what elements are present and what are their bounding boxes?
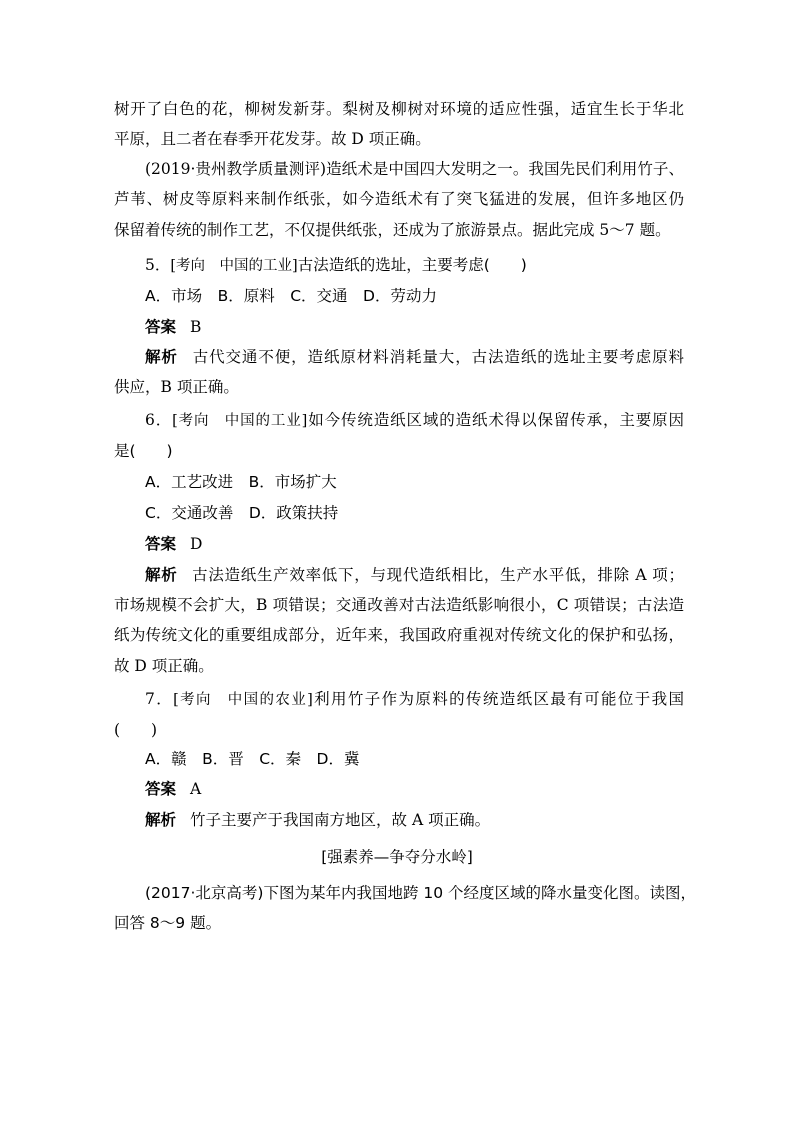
- question-6-analysis: 纸为传统文化的重要组成部分，近年来，我国政府重视对传统文化的保护和弘扬，: [114, 626, 684, 644]
- answer-label: 答案: [145, 318, 177, 336]
- question-6-analysis: [145, 564, 684, 586]
- analysis-label: 解析: [145, 348, 178, 366]
- material-intro: (2019·贵州教学质量测评)造纸术是中国四大发明之一。我国先民们利用竹子、: [145, 160, 684, 178]
- question-6-analysis: 故 D 项正确。: [114, 657, 214, 675]
- question-7-analysis: [145, 809, 715, 831]
- question-text: 古法造纸的选址，主要考虑( ): [297, 256, 527, 274]
- question-text: 利用竹子作为原料的传统造纸区最有可能位于我国: [312, 690, 684, 708]
- question-6-options: C．交通改善 D．政策扶持: [145, 504, 339, 522]
- question-number: 5．: [145, 256, 171, 274]
- answer-label: 答案: [145, 535, 177, 553]
- section-title: [强素养—争夺分水岭]: [321, 848, 473, 866]
- answer-label: 答案: [145, 780, 177, 798]
- question-5-analysis: 供应，B 项正确。: [114, 378, 239, 396]
- next-material-intro: (2017·北京高考)下图为某年内我国地跨 10 个经度区域的降水量变化图。读图，: [145, 884, 697, 902]
- analysis-text: 古法造纸生产效率低下，与现代造纸相比，生产水平低，排除 A 项；: [191, 566, 684, 584]
- question-7-stem: [145, 688, 684, 711]
- material-intro: 保留着传统的制作工艺，不仅提供纸张，还成为了旅游景点。据此完成 5～7 题。: [114, 221, 671, 239]
- question-tag: [考向 中国的工业]: [170, 258, 298, 274]
- next-material-intro: 回答 8～9 题。: [114, 914, 222, 932]
- analysis-text: 古代交通不便，造纸原材料消耗量大，古法造纸的选址主要考虑原料: [191, 348, 684, 366]
- question-7-stem: ( ): [114, 721, 158, 739]
- question-number: 6．: [145, 411, 173, 429]
- material-intro: 芦苇、树皮等原料来制作纸张，如今造纸术有了突飞猛进的发展，但许多地区仍: [114, 190, 684, 208]
- question-tag: [考向 中国的工业]: [172, 413, 308, 429]
- question-6-answer: [145, 533, 715, 555]
- question-6-stem: 是( ): [114, 442, 173, 460]
- analysis-label: 解析: [145, 811, 177, 829]
- text-line: 平原，且二者在春季开花发芽。故 D 项正确。: [114, 130, 431, 148]
- question-5-answer: [145, 316, 715, 338]
- answer-value: A: [190, 780, 202, 798]
- analysis-text: 竹子主要产于我国南方地区，故 A 项正确。: [190, 811, 491, 829]
- question-5-analysis: [145, 346, 684, 368]
- question-text: 如今传统造纸区域的造纸术得以保留传承，主要原因: [307, 411, 684, 429]
- question-tag: [考向 中国的农业]: [173, 692, 313, 708]
- answer-value: B: [190, 318, 202, 336]
- question-7-answer: [145, 778, 715, 800]
- question-6-options: A．工艺改进 B．市场扩大: [145, 473, 337, 491]
- question-5-stem: [145, 254, 715, 277]
- text-line: 树开了白色的花，柳树发新芽。梨树及柳树对环境的适应性强，适宜生长于华北: [114, 100, 684, 118]
- question-7-options: A．赣 B．晋 C．秦 D．冀: [145, 750, 360, 768]
- question-5-options: A．市场 B．原料 C．交通 D．劳动力: [145, 287, 437, 305]
- analysis-label: 解析: [145, 566, 178, 584]
- question-number: 7．: [145, 690, 174, 708]
- answer-value: D: [190, 535, 203, 553]
- question-6-stem: [145, 409, 684, 432]
- question-6-analysis: 市场规模不会扩大，B 项错误；交通改善对古法造纸影响很小，C 项错误；古法造: [114, 596, 684, 614]
